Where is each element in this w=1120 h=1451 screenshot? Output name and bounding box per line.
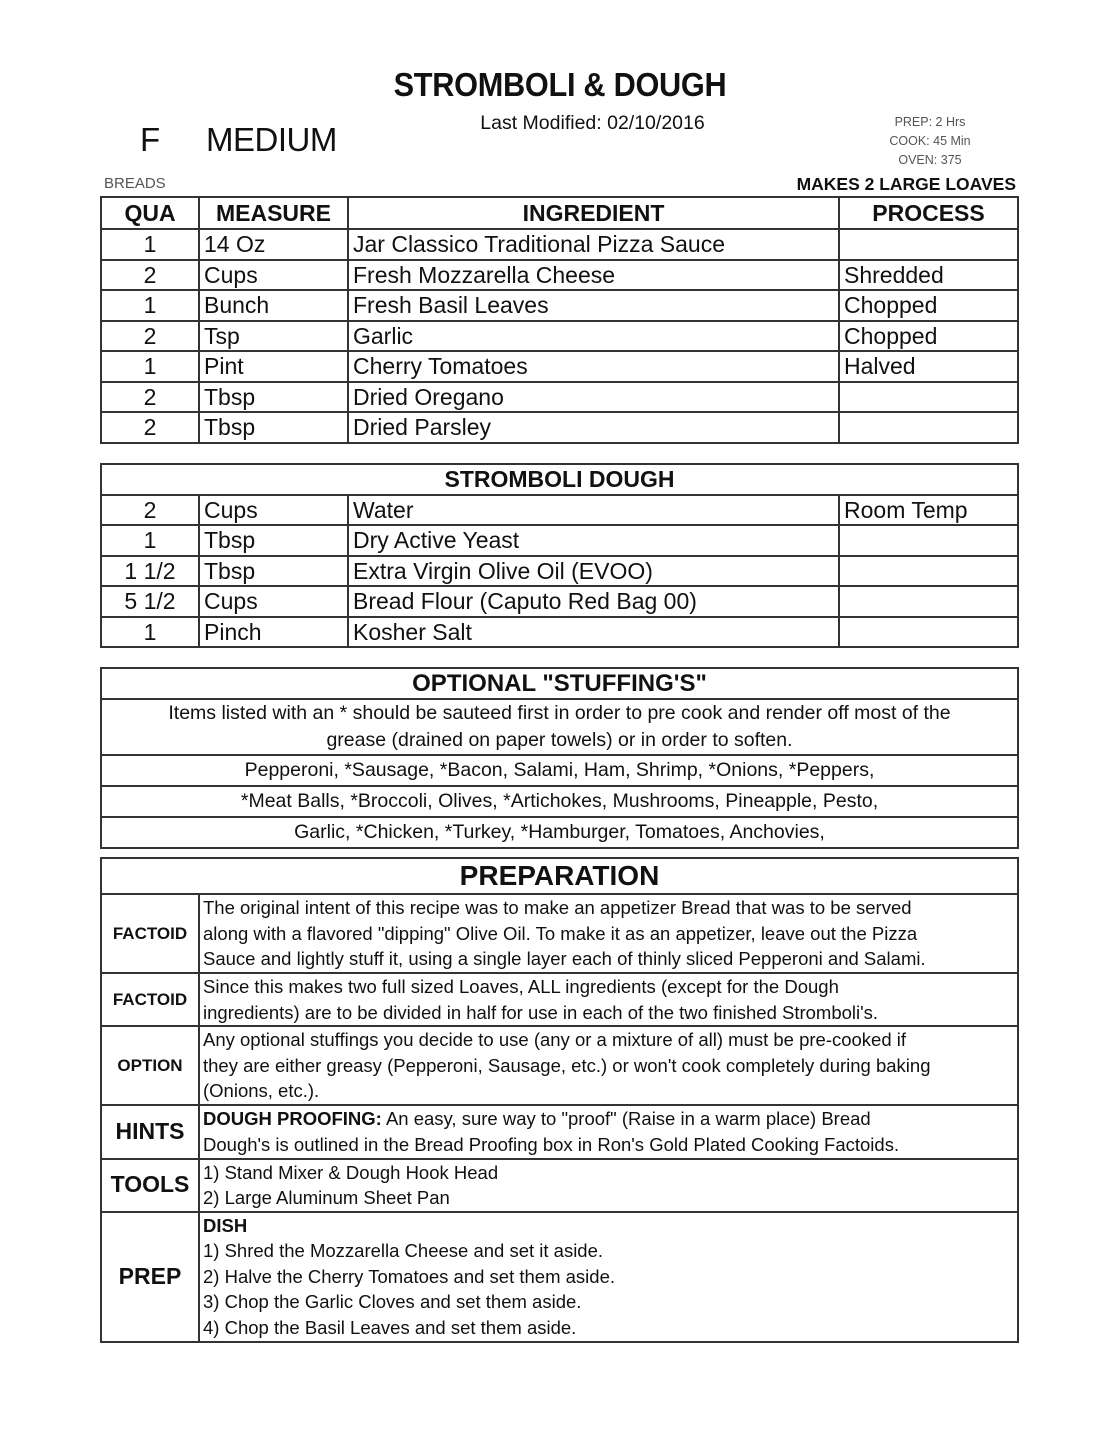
dough-row (101, 556, 1018, 587)
last-modified: Last Modified: 02/10/2016 (480, 112, 705, 134)
ingredient-cell: Water (348, 495, 839, 526)
prep-text-line: 2) Large Aluminum Sheet Pan (203, 1187, 450, 1208)
prep-subheading: DISH (203, 1214, 248, 1236)
qty-cell: 1 (101, 229, 199, 260)
prep-row (101, 1105, 1018, 1159)
ingredient-cell: Jar Classico Traditional Pizza Sauce (348, 229, 839, 260)
measure-cell: Cups (199, 586, 348, 617)
dough-row (101, 495, 1018, 526)
process-cell (839, 617, 1018, 648)
ingredient-cell: Dried Parsley (348, 412, 839, 443)
qty-cell: 1 (101, 351, 199, 382)
prep-row (101, 1026, 1018, 1105)
qty-cell: 2 (101, 412, 199, 443)
optional-note (101, 699, 1018, 755)
qty-cell: 2 (101, 260, 199, 291)
measure-cell: Bunch (199, 290, 348, 321)
table-header-row (101, 197, 1018, 229)
ingredients-table (100, 196, 1019, 444)
ingredient-row (101, 351, 1018, 382)
optional-stuffings-table (100, 667, 1019, 849)
measure-cell: Tbsp (199, 382, 348, 413)
measure-cell: Pinch (199, 617, 348, 648)
ingredient-row (101, 321, 1018, 352)
prep-row-text (199, 1159, 1018, 1212)
ingredient-cell: Fresh Mozzarella Cheese (348, 260, 839, 291)
measure-cell: Pint (199, 351, 348, 382)
dough-section-header (101, 464, 1018, 495)
optional-note-line: Items listed with an * should be sauteed first in order to pre cook and render off most of the (168, 702, 951, 724)
prep-text-line: 2) Halve the Cherry Tomatoes and set them aside. (203, 1265, 616, 1287)
prep-text-line: along with a flavored "dipping" Olive Oil. To make it as an appetizer, leave out the Pizza (203, 922, 918, 944)
ingredient-row (101, 290, 1018, 321)
process-cell (839, 525, 1018, 556)
prep-row-text (199, 1105, 1018, 1159)
stuffing-list-row: Garlic, *Chicken, *Turkey, *Hamburger, Tomatoes, Anchovies, (101, 817, 1018, 848)
oven-temp: OVEN: 375 (898, 153, 962, 167)
optional-title: OPTIONAL "STUFFING'S" (101, 668, 1018, 699)
prep-row-text (199, 894, 1018, 973)
recipe-yield: MAKES 2 LARGE LOAVES (796, 174, 1016, 194)
cook-time: COOK: 45 Min (889, 134, 971, 148)
ingredient-cell: Bread Flour (Caputo Red Bag 00) (348, 586, 839, 617)
prep-text-line: Any optional stuffings you decide to use (any or a mixture of all) must be pre-cooked if (203, 1029, 907, 1050)
preparation-table (100, 857, 1019, 1343)
prep-row-text (199, 1212, 1018, 1342)
qty-cell: 5 1/2 (101, 586, 199, 617)
ingredient-cell: Kosher Salt (348, 617, 839, 648)
ingredient-cell: Fresh Basil Leaves (348, 290, 839, 321)
prep-text-line: 1) Stand Mixer & Dough Hook Head (203, 1161, 499, 1183)
process-cell (839, 412, 1018, 443)
measure-cell: Cups (199, 495, 348, 526)
process-cell (839, 229, 1018, 260)
prep-text-line: 1) Shred the Mozzarella Cheese and set it aside. (203, 1240, 604, 1262)
prep-row-text (199, 1026, 1018, 1105)
prep-text-line: 3) Chop the Garlic Cloves and set them aside. (203, 1291, 582, 1313)
measure-cell: Cups (199, 260, 348, 291)
process-cell (839, 556, 1018, 587)
process-cell (839, 382, 1018, 413)
ingredient-cell: Dry Active Yeast (348, 525, 839, 556)
preparation-title: PREPARATION (101, 858, 1018, 894)
ingredient-cell: Dried Oregano (348, 382, 839, 413)
measure-cell: 14 Oz (199, 229, 348, 260)
column-header-measure: MEASURE (199, 197, 348, 229)
prep-row (101, 1159, 1018, 1212)
qty-cell: 2 (101, 495, 199, 526)
process-cell: Chopped (839, 321, 1018, 352)
qty-cell: 2 (101, 382, 199, 413)
recipe-grade: F (140, 121, 161, 158)
prep-row-text (199, 973, 1018, 1026)
ingredient-row (101, 229, 1018, 260)
ingredient-row (101, 382, 1018, 413)
prep-row-label: PREP (101, 1212, 199, 1342)
process-cell: Room Temp (839, 495, 1018, 526)
ingredient-cell: Garlic (348, 321, 839, 352)
prep-text-line: Sauce and lightly stuff it, using a single layer each of thinly sliced Pepperoni and Salami. (203, 948, 926, 970)
prep-text-line: 4) Chop the Basil Leaves and set them aside. (203, 1316, 577, 1338)
prep-time: PREP: 2 Hrs (894, 115, 966, 129)
process-cell (839, 586, 1018, 617)
prep-text-line: (Onions, etc.). (203, 1080, 320, 1101)
prep-text-line: Since this makes two full sized Loaves, ALL ingredients (except for the Dough (203, 976, 839, 997)
measure-cell: Tbsp (199, 556, 348, 587)
qty-cell: 1 1/2 (101, 556, 199, 587)
dough-row (101, 525, 1018, 556)
measure-cell: Tsp (199, 321, 348, 352)
ingredient-row (101, 412, 1018, 443)
prep-row-label: OPTION (101, 1026, 199, 1105)
prep-row-label: FACTOID (101, 973, 199, 1026)
prep-row (101, 894, 1018, 973)
column-header-ingredient: INGREDIENT (348, 197, 839, 229)
process-cell: Shredded (839, 260, 1018, 291)
stuffing-list-row: Pepperoni, *Sausage, *Bacon, Salami, Ham, Shrimp, *Onions, *Peppers, (101, 755, 1018, 786)
prep-text-line: they are either greasy (Pepperoni, Sausage, etc.) or won't cook completely during baking (203, 1054, 931, 1076)
measure-cell: Tbsp (199, 412, 348, 443)
qty-cell: 1 (101, 617, 199, 648)
column-header-qua: QUA (101, 197, 199, 229)
prep-text-line: Dough's is outlined in the Bread Proofing box in Ron's Gold Plated Cooking Factoids. (203, 1133, 900, 1155)
prep-row-label: HINTS (101, 1105, 199, 1159)
column-header-process: PROCESS (839, 197, 1018, 229)
process-cell: Halved (839, 351, 1018, 382)
prep-text-line: ingredients) are to be divided in half for use in each of the two finished Stromboli's. (203, 1001, 879, 1023)
measure-cell: Tbsp (199, 525, 348, 556)
difficulty-level: MEDIUM (206, 121, 337, 158)
prep-row (101, 973, 1018, 1026)
dough-table (100, 463, 1019, 648)
optional-note-line: grease (drained on paper towels) or in order to soften. (326, 729, 793, 751)
prep-row (101, 1212, 1018, 1342)
prep-text-span: An easy, sure way to "proof" (Raise in a warm place) Bread (381, 1108, 871, 1129)
recipe-category: BREADS (104, 175, 166, 192)
dough-title: STROMBOLI DOUGH (101, 464, 1018, 495)
process-cell: Chopped (839, 290, 1018, 321)
qty-cell: 1 (101, 525, 199, 556)
dough-row (101, 617, 1018, 648)
recipe-title: STROMBOLI & DOUGH (393, 66, 727, 103)
ingredient-cell: Cherry Tomatoes (348, 351, 839, 382)
prep-row-label: TOOLS (101, 1159, 199, 1212)
prep-text-line (203, 1106, 1017, 1132)
ingredient-cell: Extra Virgin Olive Oil (EVOO) (348, 556, 839, 587)
prep-text-line: The original intent of this recipe was to make an appetizer Bread that was to be served (203, 897, 912, 919)
qty-cell: 1 (101, 290, 199, 321)
time-info (860, 113, 1000, 170)
dough-row (101, 586, 1018, 617)
qty-cell: 2 (101, 321, 199, 352)
stuffing-list-row: *Meat Balls, *Broccoli, Olives, *Artichokes, Mushrooms, Pineapple, Pesto, (101, 786, 1018, 817)
prep-row-label: FACTOID (101, 894, 199, 973)
ingredient-row (101, 260, 1018, 291)
prep-bold-lead: DOUGH PROOFING: (203, 1108, 382, 1129)
